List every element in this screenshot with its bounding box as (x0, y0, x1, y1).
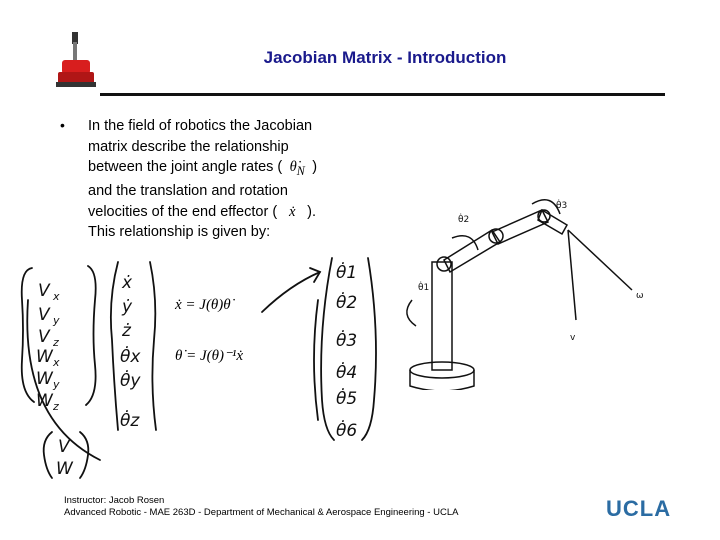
bullet-line: between the joint angle rates ( $\thetȧ_N$ ) (88, 157, 388, 181)
hand-vy: V (38, 305, 50, 325)
svg-text:z: z (53, 336, 59, 349)
hand-thy: θ̇y (120, 371, 141, 391)
label-theta2: θ̇2 (458, 215, 470, 225)
bullet-line: matrix describe the relationship (88, 138, 289, 155)
theta-dot-symbol: $\thetȧ_N$ (289, 159, 305, 178)
hand-thx: θ̇x (120, 347, 141, 367)
hand-vx: V (38, 281, 50, 301)
page-title: Jacobian Matrix - Introduction (263, 48, 507, 67)
svg-text:x: x (53, 356, 60, 369)
hand-wy: W (36, 369, 53, 389)
bullet-line: This relationship is given by: (88, 224, 271, 241)
hand-xdot: ẋ (122, 273, 133, 293)
hand-theta1: θ̇1 (336, 263, 358, 283)
hand-vz: V (38, 327, 50, 347)
hand-zdot: ż (122, 321, 131, 341)
hand-theta5: θ̇5 (336, 389, 358, 409)
hand-w: W (56, 459, 73, 479)
bullet-line: In the field of robotics the Jacobian (88, 118, 313, 134)
bullet-marker: • (60, 117, 65, 133)
hand-wz: W (36, 391, 53, 411)
footer-instructor: Instructor: Jacob Rosen (64, 495, 165, 506)
hand-wx: W (36, 347, 53, 367)
hand-theta2: θ̇2 (336, 293, 358, 313)
bullet-line: and the translation and rotation (88, 183, 288, 200)
hand-thz: θ̇z (120, 411, 140, 431)
ucla-logo: UCLA (606, 496, 672, 521)
hand-ydot: ẏ (122, 297, 133, 317)
bullet-line: velocities of the end effector ( ẋ ). (88, 202, 388, 223)
x-dot-symbol: ẋ (288, 203, 296, 220)
svg-text:y: y (53, 378, 60, 391)
svg-text:x: x (53, 290, 60, 303)
hand-v: V (58, 437, 70, 457)
footer-course: Advanced Robotic - MAE 263D - Department of Mechanical & Aerospace Engineering - UCLA (64, 507, 459, 518)
label-v: v (570, 333, 576, 343)
hand-theta3: θ̇3 (336, 331, 358, 351)
label-theta1: θ̇1 (418, 283, 430, 293)
label-theta3: θ̇3 (556, 201, 568, 211)
hand-theta6: θ̇6 (336, 421, 358, 441)
inverse-jacobian-equation: θ̇ = J(θ)⁻¹ẋ (175, 348, 244, 364)
robot-arm-figure (392, 190, 672, 390)
forward-jacobian-equation: ẋ = J(θ)θ̇ (175, 297, 231, 313)
svg-text:z: z (53, 400, 59, 413)
hand-theta4: θ̇4 (336, 363, 358, 383)
footer (64, 495, 458, 519)
label-omega: ω (636, 291, 644, 301)
svg-text:y: y (53, 314, 60, 327)
